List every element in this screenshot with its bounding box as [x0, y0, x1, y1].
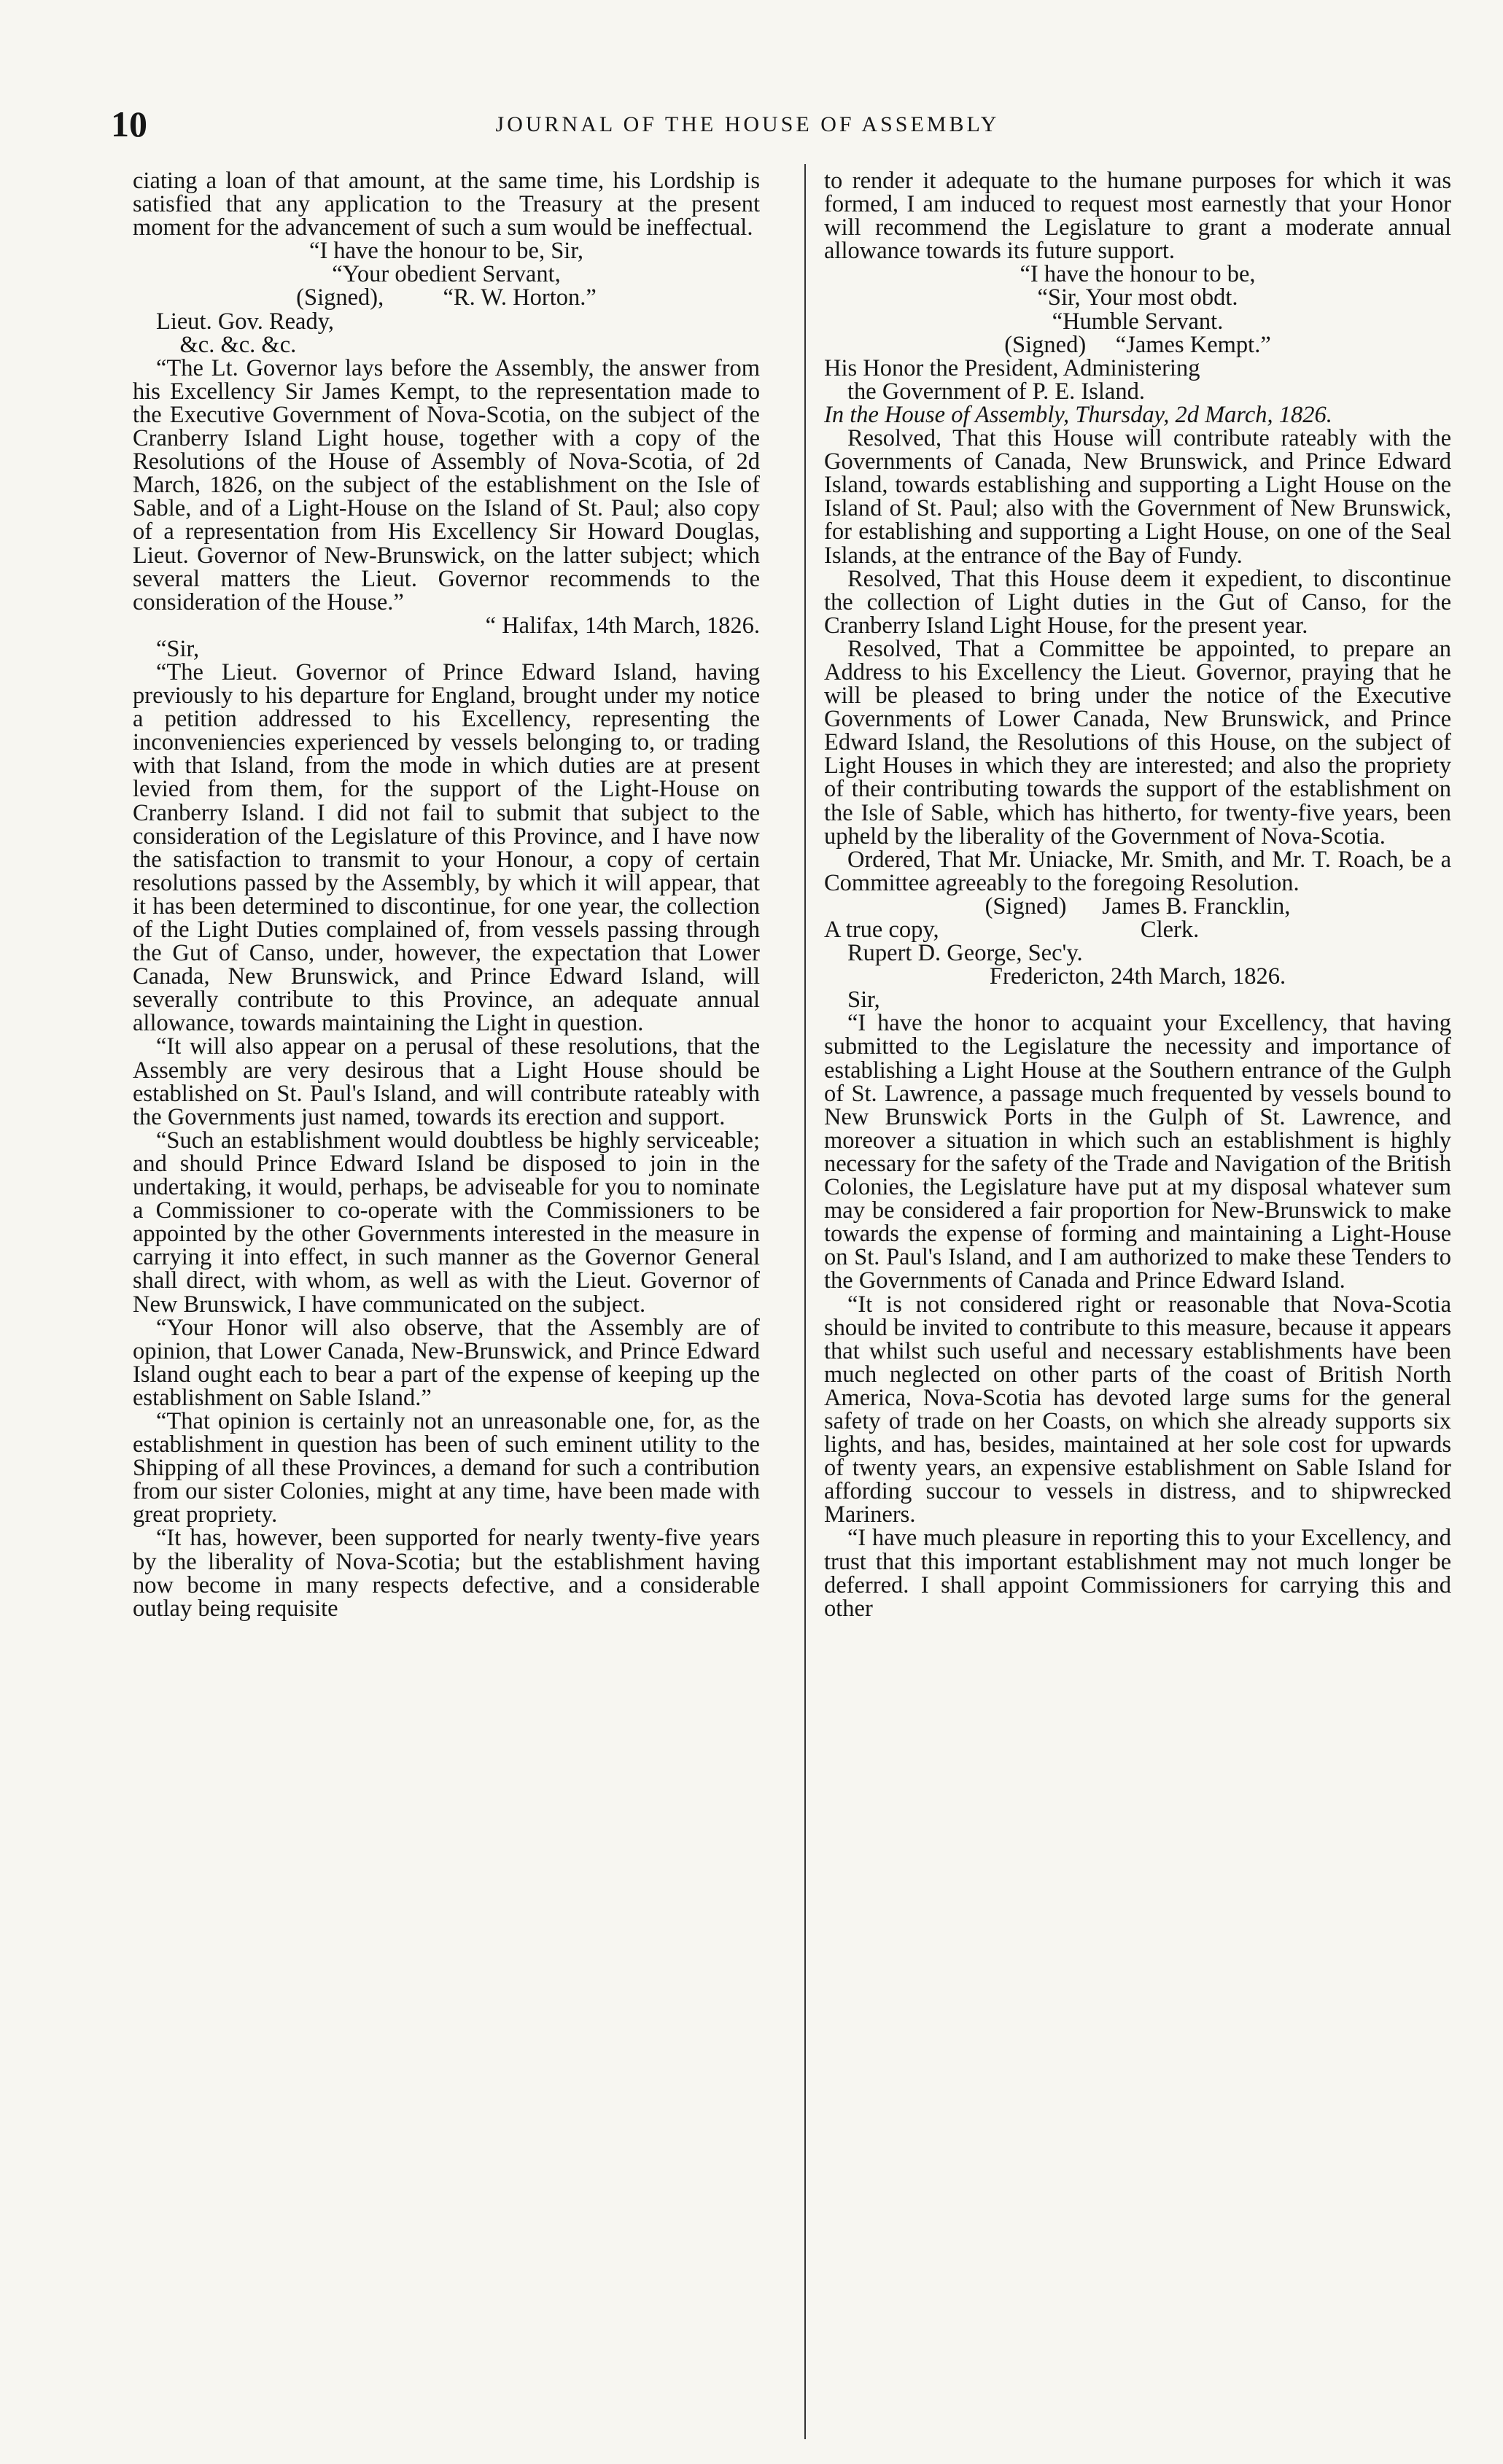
text-paragraph: the Government of P. E. Island. — [847, 378, 1145, 405]
text-paragraph: (Signed) “James Kempt.” — [1004, 331, 1271, 358]
left-text-column — [133, 169, 760, 1620]
text-paragraph: Rupert D. George, Sec'y. — [847, 940, 1083, 967]
text-paragraph: (Signed) James B. Francklin, — [984, 893, 1291, 920]
text-paragraph: “ Halifax, 14th March, 1826. — [485, 612, 760, 639]
text-paragraph: Lieut. Gov. Ready, — [156, 308, 334, 335]
text-paragraph: His Honor the President, Administering — [824, 354, 1200, 381]
text-paragraph: Fredericton, 24th March, 1826. — [989, 963, 1286, 990]
text-paragraph: “I have the honor to acquaint your Excellency, that having submitted to the Legislature the necessity and importance of establishing a Light House at the Southern entrance of the Gulph of St. Lawrence, a passage much frequented by vessels bound to New Brunswick Ports in the Gulph of St. Lawrence, and moreover a situation in which such an establishment is highly necessary for the safety of the Trade and Navigation of the British Colonies, the Legislature have put at my disposal whatever sum may be considered a fair proportion for New-Brunswick to make towards the expense of forming and maintaining a Light-House on St. Paul's Island, and I am authorized to make these Tenders to the Governments of Canada and Prince Edward Island. — [824, 1010, 1451, 1294]
text-paragraph: “It has, however, been supported for nearly twenty-five years by the liberality of Nova-Scotia; but the establishment having now become in many respects defective, and a considerable outlay being requisite — [133, 1525, 760, 1622]
text-paragraph: (Signed), “R. W. Horton.” — [296, 284, 597, 311]
text-paragraph: Resolved, That a Committee be appointed, to prepare an Address to his Excellency the Lieut. Governor, praying that he will be pleased to bring under the notice of the Executive Governments of Lower Canada, New Brunswick, and Prince Edward Island, the Resolutions of this House, on the subject of Light Houses in which they are interested; and also the propriety of their contributing towards the support of the establishment on the Isle of Sable, which has hitherto, for twenty-five years, been upheld by the liberality of the Government of Nova-Scotia. — [824, 635, 1451, 850]
text-paragraph: Ordered, That Mr. Uniacke, Mr. Smith, and Mr. T. Roach, be a Committee agreeably to the foregoing Resolution. — [824, 846, 1451, 896]
text-paragraph: “It is not considered right or reasonable that Nova-Scotia should be invited to contribute to this measure, because it appears that whilst such useful and necessary establishments have been much neglected on other parts of the coast of British North America, Nova-Scotia has devoted large sums for the general safety of trade on her Coasts, on which she already supports six lights, and has, besides, maintained at her sole cost for upwards of twenty years, an expensive establishment on Sable Island for affording succour to vessels in distress, and to shipwrecked Mariners. — [824, 1291, 1451, 1528]
text-paragraph: Resolved, That this House deem it expedient, to discontinue the collection of Light duties in the Gut of Canso, for the Cranberry Island Light House, for the present year. — [824, 565, 1451, 639]
text-paragraph: “Such an establishment would doubtless be highly serviceable; and should Prince Edward Island be disposed to join in the undertaking, it would, perhaps, be adviseable for you to nominate a Commissioner to co-operate with the Commissioners to be appointed by the other Governments interested in the measure in carrying it into effect, in such manner as the Governor General shall direct, with whom, as well as with the Lieut. Governor of New Brunswick, I have communicated on the subject. — [133, 1127, 760, 1318]
column-divider — [804, 164, 806, 2439]
text-paragraph: &c. &c. &c. — [156, 331, 297, 358]
text-paragraph: “I have the honour to be, — [1020, 261, 1256, 288]
text-paragraph: “Humble Servant. — [1052, 308, 1224, 335]
text-paragraph: to render it adequate to the humane purposes for which it was formed, I am induced to request most earnestly that your Honor will recommend the Legislature to grant a moderate annual allowance towards its future support. — [824, 168, 1451, 265]
text-paragraph: Resolved, That this House will contribute rateably with the Governments of Canada, New Brunswick, and Prince Edward Island, towards establishing and supporting a Light House on the Island of St. Paul; also with the Government of New Brunswick, for establishing and supporting a Light House, on one of the Seal Islands, at the entrance of the Bay of Fundy. — [824, 425, 1451, 569]
text-paragraph: “Your Honor will also observe, that the Assembly are of opinion, that Lower Canada, New-Brunswick, and Prince Edward Island ought each to bear a part of the expense of keeping up the establishment on Sable Island.” — [133, 1314, 760, 1411]
text-paragraph: “The Lt. Governor lays before the Assembly, the answer from his Excellency Sir James Kempt, to the representation made to the Executive Government of Nova-Scotia, on the subject of the Cranberry Island Light house, together with a copy of the Resolutions of the House of Assembly of Nova-Scotia, of 2d March, 1826, on the subject of the establishment on the Isle of Sable, and of a Light-House on the Island of St. Paul; also copy of a representation from His Excellency Sir Howard Douglas, Lieut. Governor of New-Brunswick, on the latter subject; which several matters the Lieut. Governor recommends to the consideration of the House.” — [133, 354, 760, 615]
text-paragraph: “It will also appear on a perusal of these resolutions, that the Assembly are very desirous that a Light House should be established on St. Paul's Island, and will contribute rateably with the Governments just named, towards its erection and support. — [133, 1033, 760, 1130]
text-paragraph: “The Lieut. Governor of Prince Edward Island, having previously to his departure for England, brought under my notice a petition addressed to his Excellency, representing the inconveniencies experienced by vessels belonging to, or trading with that Island, from the mode in which duties are at present levied from them, for the support of the Light-House on Cranberry Island. I did not fail to submit that subject to the consideration of the Legislature of this Province, and I have now the satisfaction to transmit to your Honour, a copy of certain resolutions passed by the Assembly, by which it will appear, that it has been determined to discontinue, for one year, the collection of the Light Duties complained of, from vessels passing through the Gut of Canso, under, however, the expectation that Lower Canada, New Brunswick, and Prince Edward Island, will severally contribute to this Province, an adequate annual allowance, towards maintaining the Light in question. — [133, 658, 760, 1037]
page-header — [0, 102, 1503, 146]
text-paragraph: “Sir, — [156, 635, 200, 662]
text-paragraph: “Sir, Your most obdt. — [1037, 284, 1238, 311]
right-text-column — [824, 169, 1451, 1620]
text-paragraph: In the House of Assembly, Thursday, 2d March, 1826. — [824, 401, 1332, 428]
text-paragraph: “That opinion is certainly not an unreasonable one, for, as the establishment in question has been of such eminent utility to the Shipping of all these Provinces, a demand for such a contribution from our sister Colonies, might at any time, have been made with great propriety. — [133, 1407, 760, 1528]
running-title: JOURNAL OF THE HOUSE OF ASSEMBLY — [495, 112, 1000, 136]
text-paragraph: Sir, — [847, 987, 880, 1014]
text-paragraph: “Your obedient Servant, — [332, 261, 561, 288]
text-paragraph: “I have the honour to be, Sir, — [309, 238, 583, 265]
text-paragraph: “I have much pleasure in reporting this to your Excellency, and trust that this important establishment may not much longer be deferred. I shall appoint Commissioners for carrying this and other — [824, 1525, 1451, 1622]
text-paragraph: A true copy, Clerk. — [824, 917, 1200, 943]
text-paragraph: ciating a loan of that amount, at the same time, his Lordship is satisfied that any application to the Treasury at the present moment for the advancement of such a sum would be ineffectual. — [133, 168, 760, 241]
page-number: 10 — [111, 104, 147, 144]
